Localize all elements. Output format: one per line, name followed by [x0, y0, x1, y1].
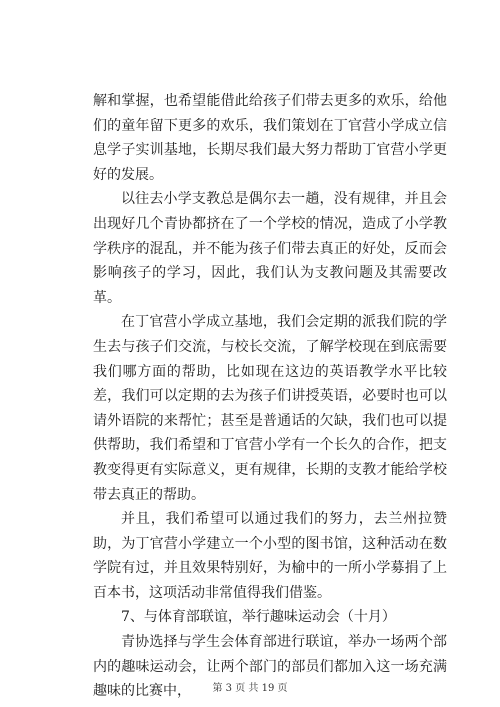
paragraph-1: 解和掌握，也希望能借此给孩子们带去更多的欢乐，给他们的童年留下更多的欢乐，我们策划在丁官营小学成立信息学子实训基地，长期尽我们最大努力帮助丁官营小学更好的发展。	[93, 93, 447, 183]
page-footer: 第 3 页 共 19 页	[212, 683, 288, 694]
paragraph-2: 以往去小学支教总是偶尔去一趟，没有规律，并且会出现好几个青协都挤在了一个学校的情况，造成了小学教学秩序的混乱，并不能为孩子们带去真正的好处，反而会影响孩子的学习，因此，我们认为支教问题及其需要改革。	[93, 191, 447, 306]
paragraph-4: 并且，我们希望可以通过我们的努力，去兰州拉赞助，为丁官营小学建立一个小型的图书馆，这种活动在数学院有过，并且效果特别好，为榆中的一所小学募捐了上百本书，这项活动非常值得我们借鉴。	[93, 511, 447, 601]
paragraph-3: 在丁官营小学成立基地，我们会定期的派我们院的学生去与孩子们交流，与校长交流，了解学校现在到底需要我们哪方面的帮助，比如现在这边的英语教学水平比较差，我们可以定期的去为孩子们讲授英语，必要时也可以请外语院的来帮忙；甚至是普通话的欠缺，我们也可以提供帮助，我们希望和丁官营小学有一个长久的合作，把支教变得更有实际意义，更有规律，长期的支教才能给学校带去真正的帮助。	[93, 314, 447, 503]
section-heading: 7、与体育部联谊，举行趣味运动会（十月）	[121, 609, 396, 626]
paragraph-5: 青协选择与学生会体育部进行联谊，举办一场两个部内的趣味运动会，让两个部门的部员们都加入这一场充满趣味的比赛中，	[93, 634, 447, 700]
document-body	[93, 89, 447, 704]
